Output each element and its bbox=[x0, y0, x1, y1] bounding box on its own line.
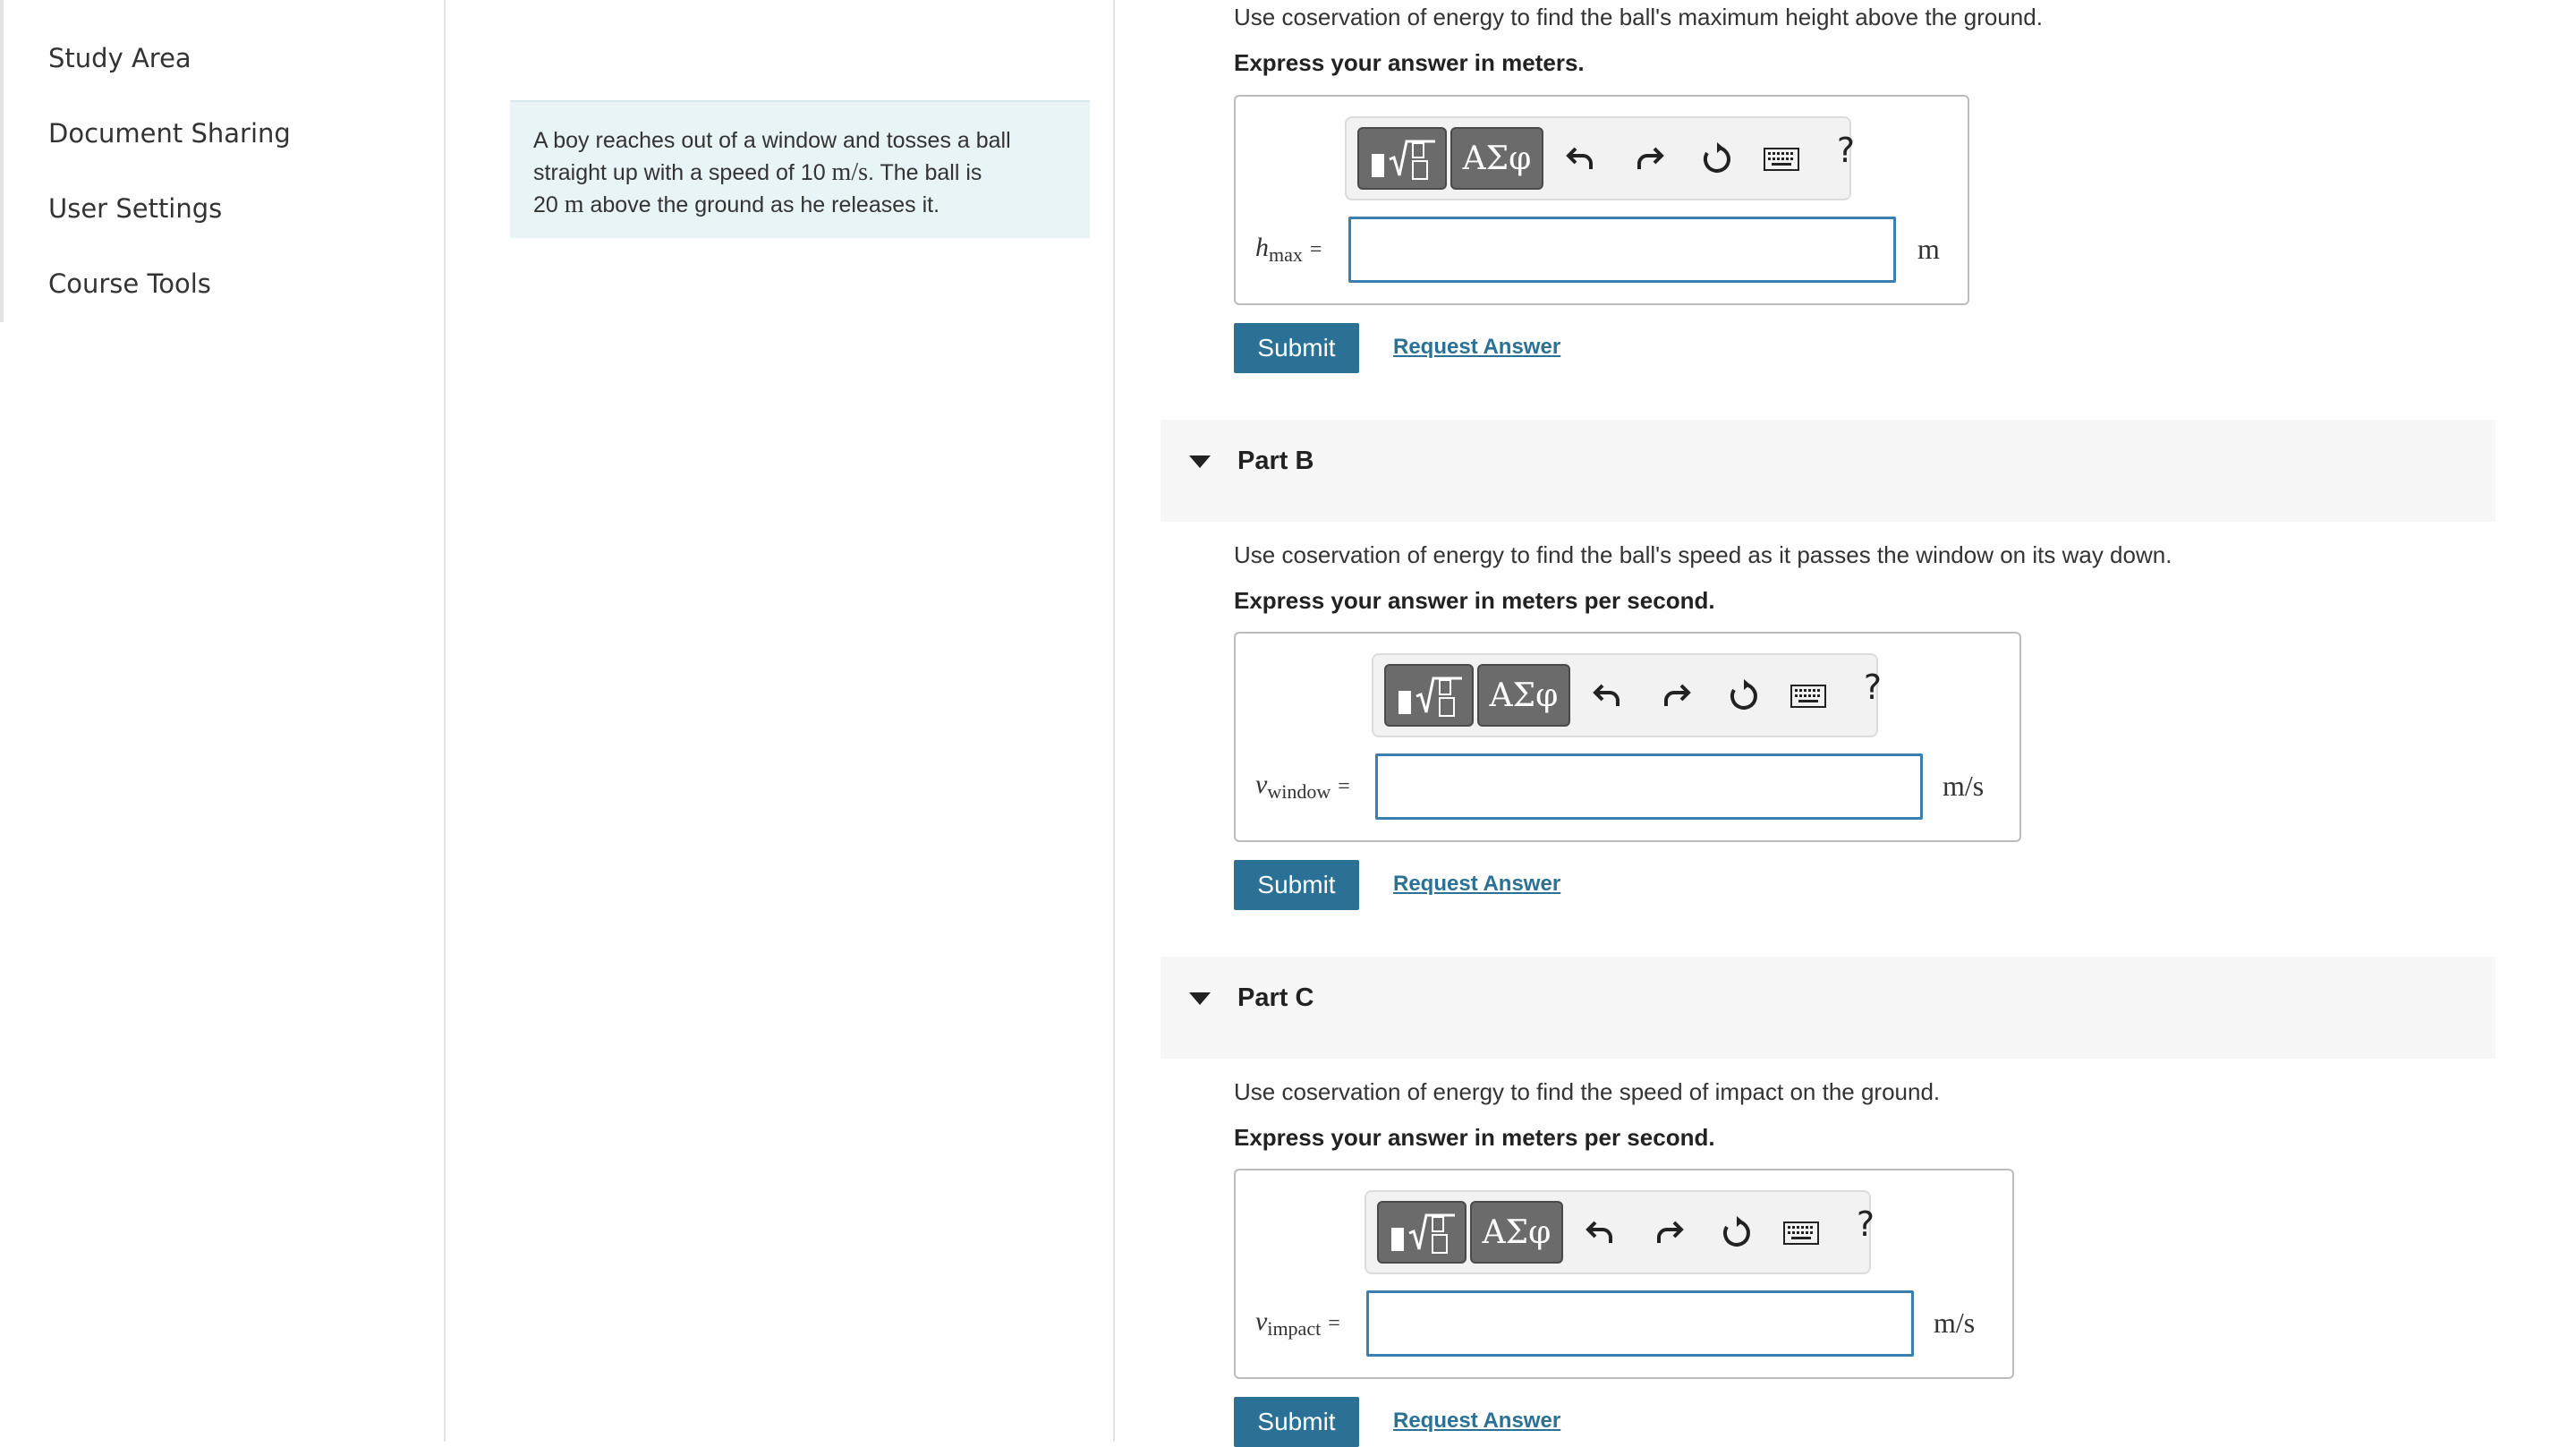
nav-item-user-settings[interactable]: User Settings bbox=[48, 193, 223, 224]
problem-line-1: A boy reaches out of a window and tosses a ball bbox=[533, 128, 1011, 153]
part-c-request-answer-link[interactable]: Request Answer bbox=[1393, 1409, 1561, 1433]
part-c-instruction: Express your answer in meters per second. bbox=[1234, 1124, 1715, 1151]
part-a-answer-box bbox=[1234, 95, 1969, 305]
part-b-answer-box bbox=[1234, 632, 2021, 842]
undo-icon[interactable] bbox=[1588, 677, 1628, 716]
keyboard-icon[interactable] bbox=[1789, 677, 1828, 716]
variable-symbol: h bbox=[1255, 233, 1269, 262]
undo-icon[interactable] bbox=[1581, 1213, 1620, 1253]
redo-icon[interactable] bbox=[1649, 1213, 1688, 1253]
variable-symbol: v bbox=[1255, 770, 1268, 799]
keyboard-icon[interactable] bbox=[1762, 140, 1801, 179]
part-a-variable-label bbox=[1255, 233, 1322, 267]
part-c-question: Use coservation of energy to find the speed of impact on the ground. bbox=[1234, 1078, 1941, 1105]
part-b-answer-input[interactable] bbox=[1375, 753, 1923, 820]
part-a-unit: m bbox=[1917, 233, 1940, 265]
part-b-instruction: Express your answer in meters per second. bbox=[1234, 587, 1715, 614]
problem-line-2 bbox=[533, 157, 1067, 189]
nav-item-study-area[interactable]: Study Area bbox=[48, 43, 191, 73]
nav-item-document-sharing[interactable]: Document Sharing bbox=[48, 118, 291, 149]
part-a-request-answer-link[interactable]: Request Answer bbox=[1393, 335, 1561, 359]
equals-sign: = bbox=[1338, 775, 1350, 798]
redo-icon[interactable] bbox=[1629, 140, 1669, 179]
part-a-question: Use coservation of energy to find the ball's maximum height above the ground. bbox=[1234, 4, 2043, 30]
greek-letters-icon[interactable]: ΑΣφ bbox=[1450, 127, 1543, 190]
part-b-unit: m/s bbox=[1943, 770, 1985, 802]
problem-text: above the ground as he releases it. bbox=[583, 192, 940, 217]
variable-subscript: window bbox=[1267, 780, 1331, 803]
math-toolbar bbox=[1372, 653, 1883, 737]
part-c-title: Part C bbox=[1237, 983, 1314, 1012]
problem-line-3 bbox=[533, 189, 1067, 221]
part-a-submit-button[interactable]: Submit bbox=[1234, 323, 1359, 373]
redo-icon[interactable] bbox=[1656, 677, 1696, 716]
nav-accent-bar bbox=[0, 0, 4, 322]
part-b-question: Use coservation of energy to find the ball's speed as it passes the window on its way down. bbox=[1234, 541, 2172, 568]
variable-subscript: max bbox=[1269, 243, 1303, 266]
greek-letters-icon[interactable]: ΑΣφ bbox=[1470, 1201, 1563, 1264]
variable-symbol: v bbox=[1255, 1307, 1268, 1336]
templates-icon[interactable] bbox=[1377, 1201, 1467, 1264]
problem-stimulus-column bbox=[446, 0, 1115, 1442]
part-c-submit-button[interactable]: Submit bbox=[1234, 1397, 1359, 1447]
problem-text: . The ball is bbox=[868, 160, 982, 185]
equals-sign: = bbox=[1309, 238, 1322, 261]
reset-icon[interactable] bbox=[1724, 677, 1764, 716]
math-toolbar bbox=[1345, 116, 1856, 200]
unit-math: m/s bbox=[831, 158, 869, 186]
part-a-instruction: Express your answer in meters. bbox=[1234, 49, 1585, 76]
variable-subscript: impact bbox=[1267, 1317, 1322, 1340]
part-a-answer-input[interactable] bbox=[1348, 217, 1896, 283]
templates-icon[interactable] bbox=[1384, 664, 1474, 727]
equals-sign: = bbox=[1328, 1312, 1340, 1335]
collapse-caret-icon[interactable] bbox=[1189, 992, 1211, 1005]
help-icon[interactable]: ? bbox=[1856, 1204, 1875, 1244]
part-b-header[interactable] bbox=[1160, 420, 2495, 522]
keyboard-icon[interactable] bbox=[1781, 1213, 1821, 1253]
part-c-variable-label bbox=[1255, 1307, 1340, 1341]
part-c-answer-box bbox=[1234, 1169, 2014, 1379]
problem-text: 20 bbox=[533, 192, 565, 217]
nav-item-course-tools[interactable]: Course Tools bbox=[48, 268, 211, 299]
help-icon[interactable]: ? bbox=[1836, 131, 1856, 170]
problem-statement bbox=[510, 100, 1090, 238]
left-navigation bbox=[0, 0, 446, 1442]
greek-letters-icon[interactable]: ΑΣφ bbox=[1477, 664, 1570, 727]
help-icon[interactable]: ? bbox=[1863, 668, 1883, 707]
part-b-submit-button[interactable]: Submit bbox=[1234, 860, 1359, 910]
collapse-caret-icon[interactable] bbox=[1189, 455, 1211, 468]
reset-icon[interactable] bbox=[1697, 140, 1737, 179]
unit-math: m bbox=[564, 191, 584, 218]
part-c-answer-input[interactable] bbox=[1366, 1290, 1914, 1357]
part-b-request-answer-link[interactable]: Request Answer bbox=[1393, 872, 1561, 896]
problem-text: straight up with a speed of 10 bbox=[533, 160, 832, 185]
math-toolbar bbox=[1365, 1190, 1875, 1274]
templates-icon[interactable] bbox=[1357, 127, 1447, 190]
part-b-title: Part B bbox=[1237, 447, 1314, 475]
part-b-variable-label bbox=[1255, 770, 1350, 804]
reset-icon[interactable] bbox=[1717, 1213, 1756, 1253]
undo-icon[interactable] bbox=[1561, 140, 1601, 179]
part-c-header[interactable] bbox=[1160, 957, 2495, 1059]
part-c-unit: m/s bbox=[1934, 1307, 1976, 1339]
